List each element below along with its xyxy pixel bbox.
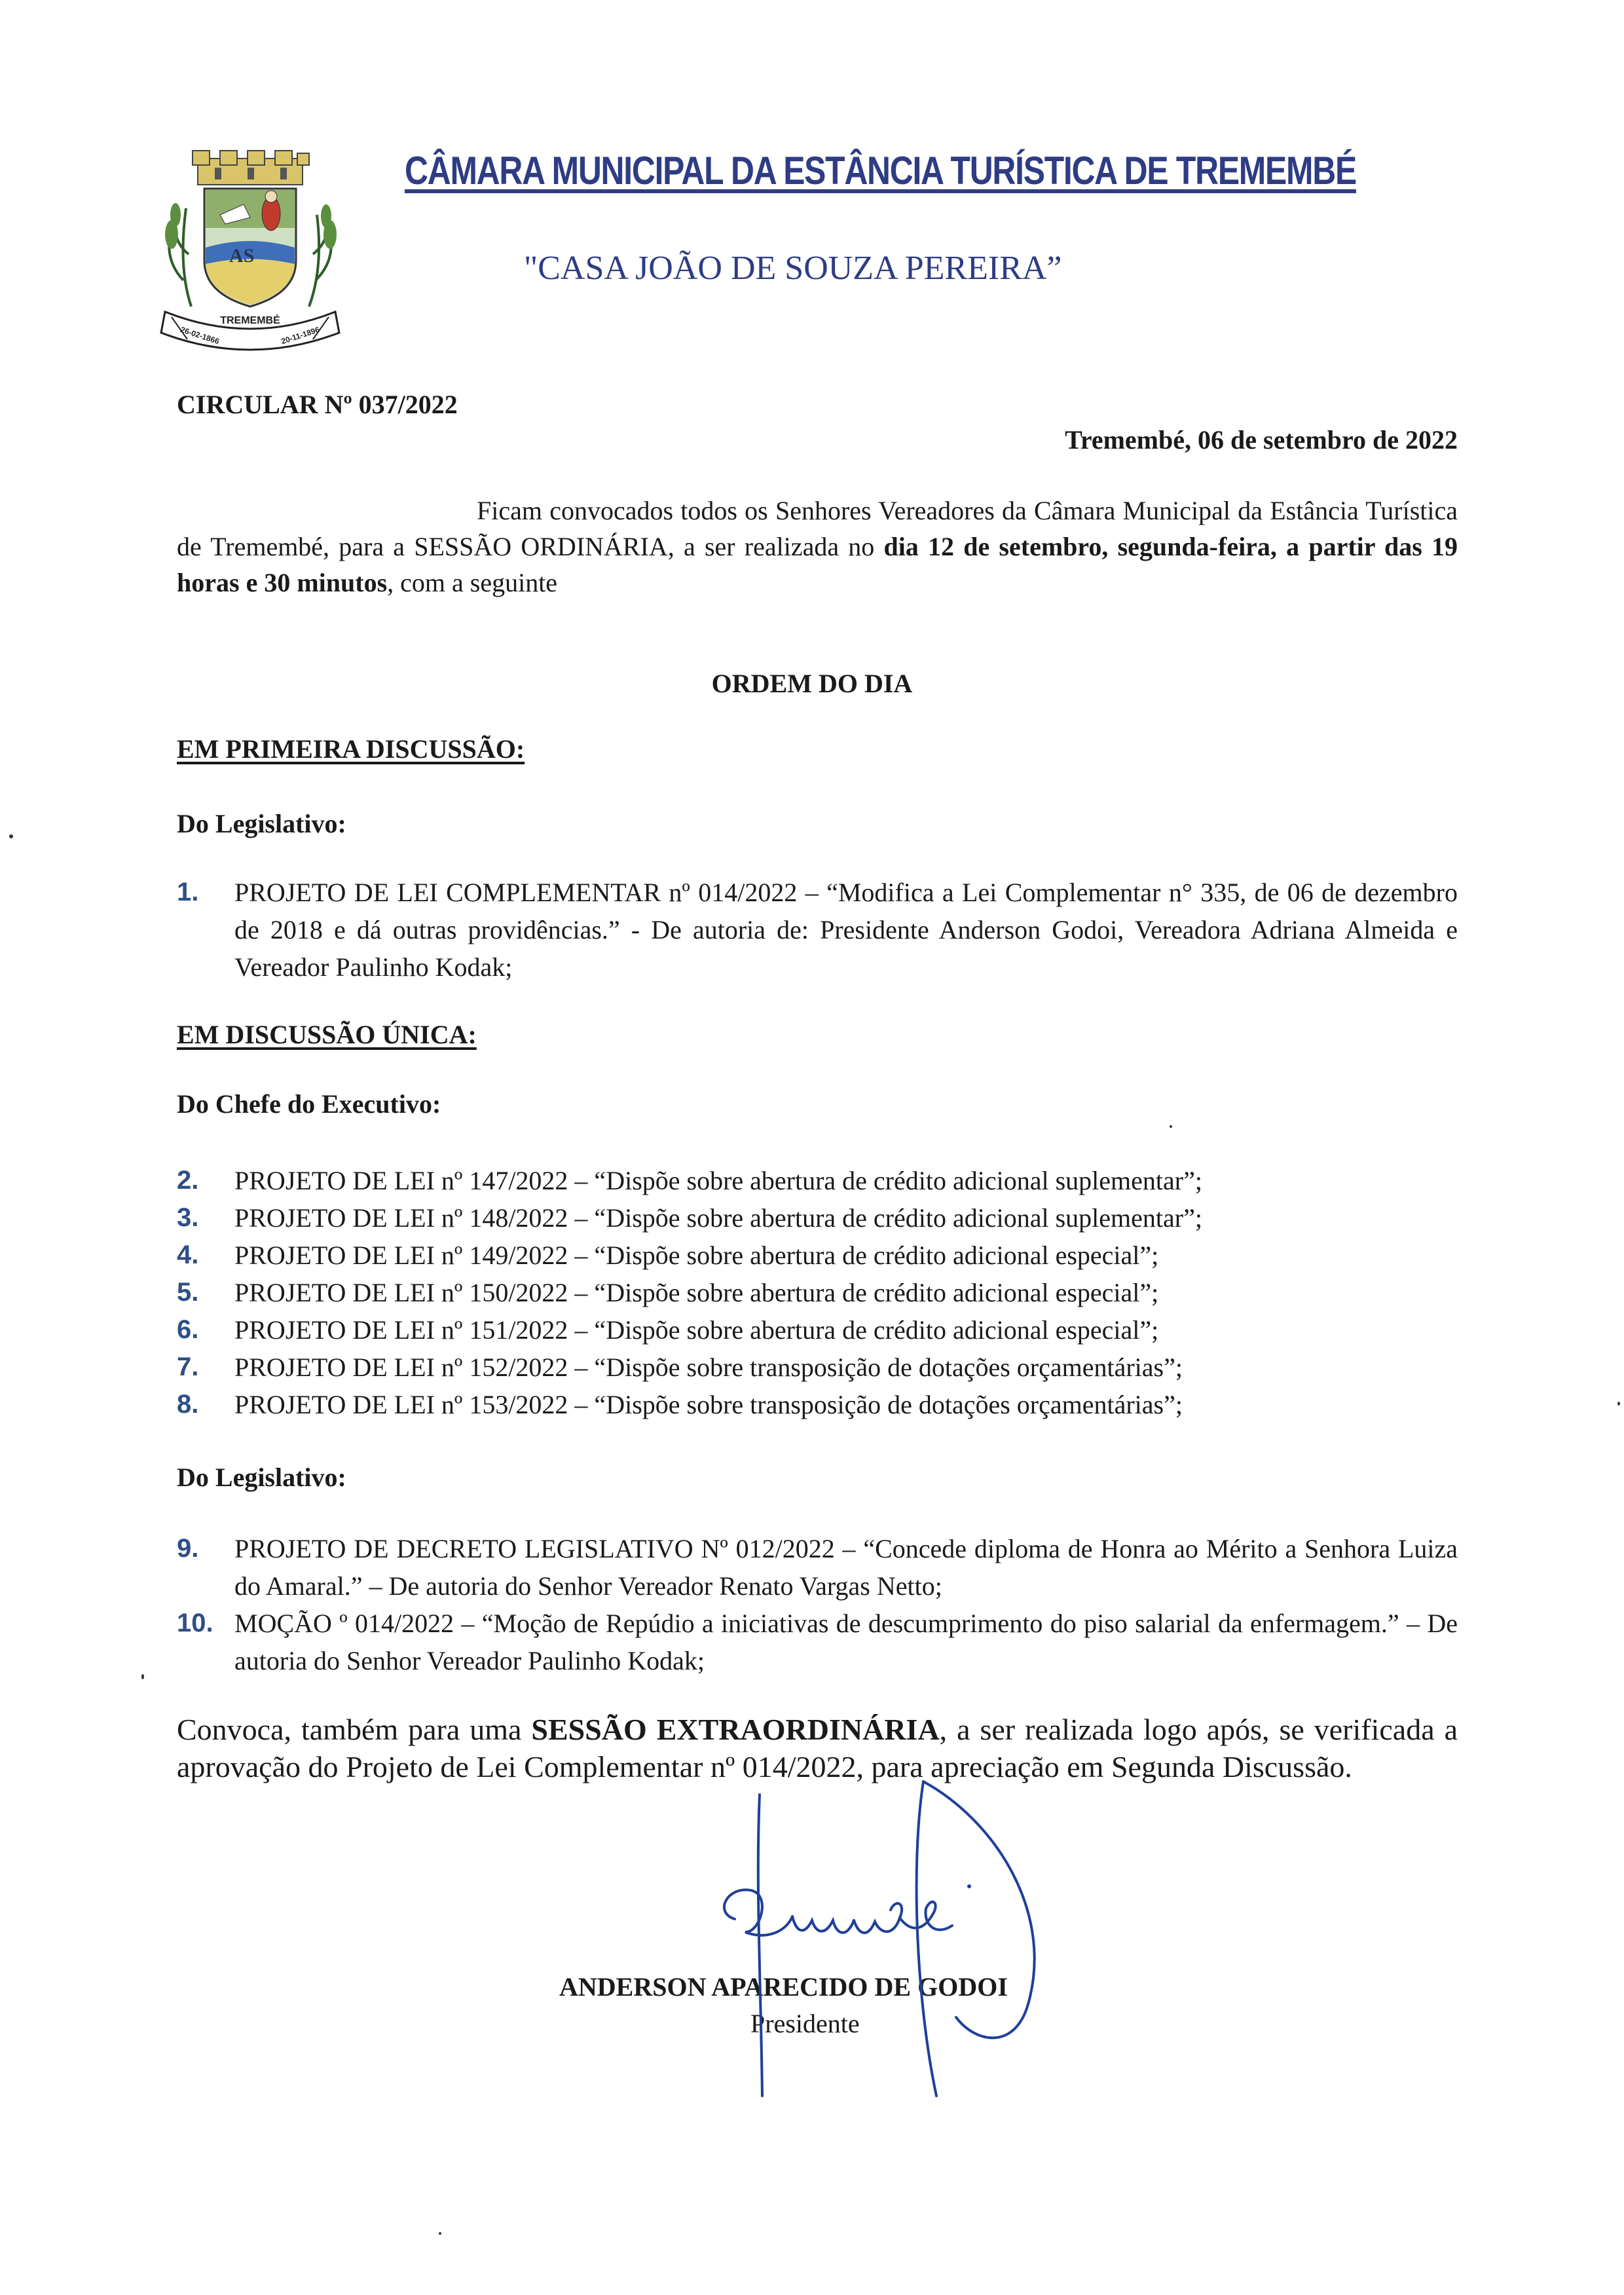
item-text: PROJETO DE LEI nº 152/2022 – “Dispõe sobre transposição de dotações orçamentárias”;: [234, 1353, 1183, 1382]
circular-number: CIRCULAR Nº 037/2022: [177, 390, 458, 419]
item-text: PROJETO DE LEI COMPLEMENTAR nº 014/2022 – “Modifica a Lei Complementar n° 335, de 06 de dezembro de 2018 e dá outras providências.” - De autoria de: Presidente Anderson Godoi, Vereadora Adriana Almeida e Vereador Paulinho Kodak;: [234, 878, 1458, 982]
svg-text:AS: AS: [229, 245, 255, 267]
item-text: PROJETO DE DECRETO LEGISLATIVO Nº 012/2022 – “Concede diploma de Honra ao Mérito a Senhora Luiza do Amaral.” – De autoria do Senhor Vereador Renato Vargas Netto;: [234, 1534, 1458, 1601]
house-subtitle: "CASA JOÃO DE SOUZA PEREIRA”: [524, 250, 1062, 287]
crest-date-right: 20-11-1896: [280, 325, 321, 346]
scan-speck: [9, 834, 13, 838]
closing-text-1: Convoca, também para uma: [177, 1713, 532, 1746]
subsection-executive: Do Chefe do Executivo:: [177, 1089, 441, 1119]
item-text: PROJETO DE LEI nº 153/2022 – “Dispõe sobre transposição de dotações orçamentárias”;: [234, 1390, 1183, 1419]
agenda-item-2: [177, 1162, 1458, 1199]
section-first-discussion: EM PRIMEIRA DISCUSSÃO:: [177, 734, 525, 764]
crest-date-left: 26-02-1866: [179, 325, 221, 346]
agenda-item-7: [177, 1349, 1458, 1386]
intro-session-date: dia 12 de setembro, segunda-feira, a partir das 19 horas e 30 minutos: [177, 532, 1458, 597]
item-text: PROJETO DE LEI nº 147/2022 – “Dispõe sobre abertura de crédito adicional suplementar”;: [234, 1166, 1202, 1195]
agenda-item-3: [177, 1199, 1458, 1237]
agenda-item-6: [177, 1311, 1458, 1349]
item-number: 9.: [177, 1534, 199, 1563]
signer-name: ANDERSON APARECIDO DE GODOI: [559, 1972, 1008, 2002]
item-number: 3.: [177, 1203, 199, 1232]
item-text: PROJETO DE LEI nº 148/2022 – “Dispõe sobre abertura de crédito adicional suplementar”;: [234, 1203, 1202, 1233]
item-number: 6.: [177, 1315, 199, 1344]
item-number: 1.: [177, 878, 199, 906]
intro-text-2: , com a seguinte: [387, 568, 558, 597]
closing-text-2: , a ser realizada logo após, se verificada a aprovação do Projeto de Lei Complementar nº 014/2022, para apreciação em Segunda Discussão.: [177, 1713, 1458, 1783]
agenda-item-5: [177, 1274, 1458, 1311]
item-text: PROJETO DE LEI nº 151/2022 – “Dispõe sobre abertura de crédito adicional especial”;: [234, 1315, 1159, 1345]
item-number: 2.: [177, 1166, 199, 1195]
scan-speck: [141, 1674, 144, 1679]
agenda-item-8: [177, 1386, 1458, 1423]
scan-speck: [1170, 1125, 1172, 1128]
agenda-item-10: [177, 1605, 1458, 1679]
item-number: 7.: [177, 1353, 199, 1381]
crest-ribbon-name: TREMEMBÉ: [220, 315, 280, 326]
intro-text-1: Ficam convocados todos os Senhores Vereadores da Câmara Municipal da Estância Turística de Tremembé, para a SESSÃO ORDINÁRIA, a ser realizada no: [177, 496, 1458, 561]
agenda-item-1: [177, 874, 1458, 986]
subsection-legislative-1: Do Legislativo:: [177, 809, 346, 838]
agenda-title: ORDEM DO DIA: [711, 669, 913, 698]
item-text: PROJETO DE LEI nº 150/2022 – “Dispõe sobre abertura de crédito adicional especial”;: [234, 1278, 1159, 1307]
intro-paragraph: [177, 493, 1458, 601]
item-number: 4.: [177, 1241, 199, 1269]
signer-role: Presidente: [750, 2009, 860, 2038]
document-date: Tremembé, 06 de setembro de 2022: [1065, 425, 1458, 455]
agenda-item-4: [177, 1237, 1458, 1274]
handwritten-signature: [688, 1768, 1080, 2109]
scan-speck: [1617, 1402, 1620, 1406]
item-number: 5.: [177, 1278, 199, 1307]
closing-extra-session: SESSÃO EXTRAORDINÁRIA: [531, 1713, 940, 1746]
scan-speck: [439, 2232, 441, 2235]
agenda-item-9: [177, 1530, 1458, 1605]
chamber-title: CÂMARA MUNICIPAL DA ESTÂNCIA TURÍSTICA DE TREMEMBÉ: [405, 149, 1356, 193]
subsection-legislative-2: Do Legislativo:: [177, 1463, 346, 1492]
item-text: MOÇÃO º 014/2022 – “Moção de Repúdio a iniciativas de descumprimento do piso salarial da enfermagem.” – De autoria do Senhor Vereador Paulinho Kodak;: [234, 1609, 1458, 1675]
section-single-discussion: EM DISCUSSÃO ÚNICA:: [177, 1020, 477, 1049]
item-number: 10.: [177, 1609, 213, 1637]
item-text: PROJETO DE LEI nº 149/2022 – “Dispõe sobre abertura de crédito adicional especial”;: [234, 1241, 1159, 1270]
item-number: 8.: [177, 1390, 199, 1419]
municipal-crest-logo: [152, 149, 348, 359]
